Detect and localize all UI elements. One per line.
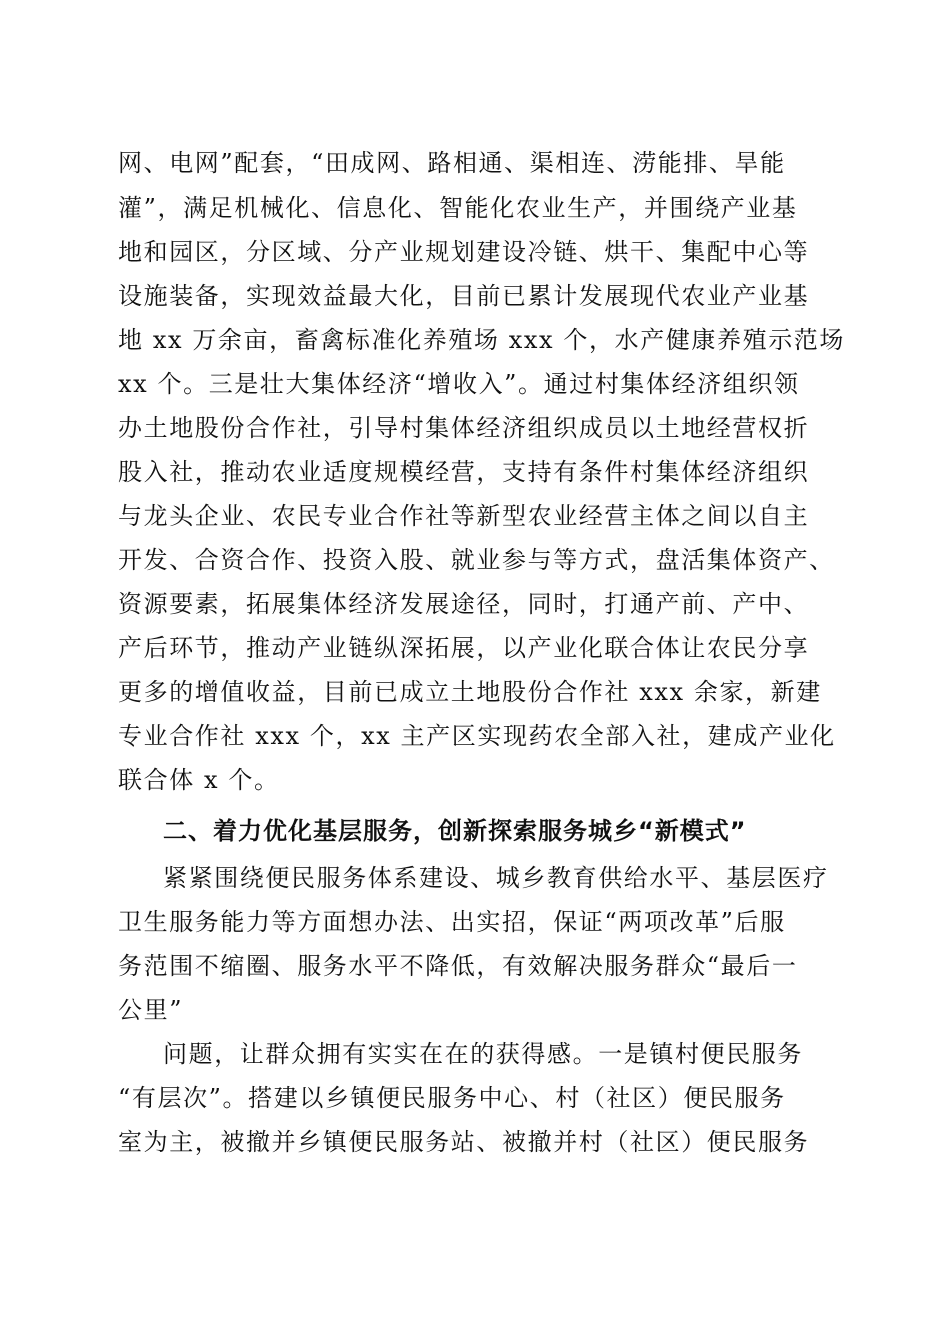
- body-text-line: 更多的增值收益，目前已成立土地股份合作社 xxx 余家，新建: [118, 678, 822, 706]
- body-text-line: 公里”: [118, 996, 184, 1024]
- section-heading: 二、着力优化基层服务，创新探索服务城乡“新模式”: [163, 817, 747, 845]
- body-text-line: 股入社，推动农业适度规模经营，支持有条件村集体经济组织: [118, 458, 810, 486]
- body-text-line: 设施装备，实现效益最大化，目前已累计发展现代农业产业基: [118, 282, 810, 310]
- body-text-line: 产后环节，推动产业链纵深拓展，以产业化联合体让农民分享: [118, 634, 810, 662]
- body-text-line: 室为主，被撤并乡镇便民服务站、被撤并村（社区）便民服务: [118, 1128, 810, 1156]
- body-text-line: xx 个。三是壮大集体经济“增收入”。通过村集体经济组织领: [118, 370, 800, 398]
- body-text-line: 办土地股份合作社，引导村集体经济组织成员以土地经营权折: [118, 414, 810, 442]
- body-text-line: 地和园区，分区域、分产业规划建设冷链、烘干、集配中心等: [118, 238, 810, 266]
- body-text-line: 专业合作社 xxx 个，xx 主产区实现药农全部入社，建成产业化: [118, 722, 836, 750]
- body-text-line: “有层次”。搭建以乡镇便民服务中心、村（社区）便民服务: [118, 1084, 786, 1112]
- body-text-line: 网、电网”配套，“田成网、路相通、渠相连、涝能排、旱能: [118, 149, 786, 177]
- body-text-line: 与龙头企业、农民专业合作社等新型农业经营主体之间以自主: [118, 502, 810, 530]
- body-text-line: 地 xx 万余亩，畜禽标准化养殖场 xxx 个，水产健康养殖示范场: [118, 326, 845, 354]
- body-text-line: 资源要素，拓展集体经济发展途径，同时，打通产前、产中、: [118, 590, 810, 618]
- body-text-line: 紧紧围绕便民服务体系建设、城乡教育供给水平、基层医疗: [163, 864, 829, 892]
- body-text-line: 务范围不缩圈、服务水平不降低，有效解决服务群众“最后一: [118, 952, 798, 980]
- body-text-line: 开发、合资合作、投资入股、就业参与等方式，盘活集体资产、: [118, 546, 835, 574]
- body-text-line: 灌”，满足机械化、信息化、智能化农业生产，并围绕产业基: [118, 194, 798, 222]
- body-text-line: 卫生服务能力等方面想办法、出实招，保证“两项改革”后服: [118, 908, 786, 936]
- body-text-line: 联合体 x 个。: [118, 766, 280, 794]
- body-text-line: 问题，让群众拥有实实在在的获得感。一是镇村便民服务: [163, 1040, 803, 1068]
